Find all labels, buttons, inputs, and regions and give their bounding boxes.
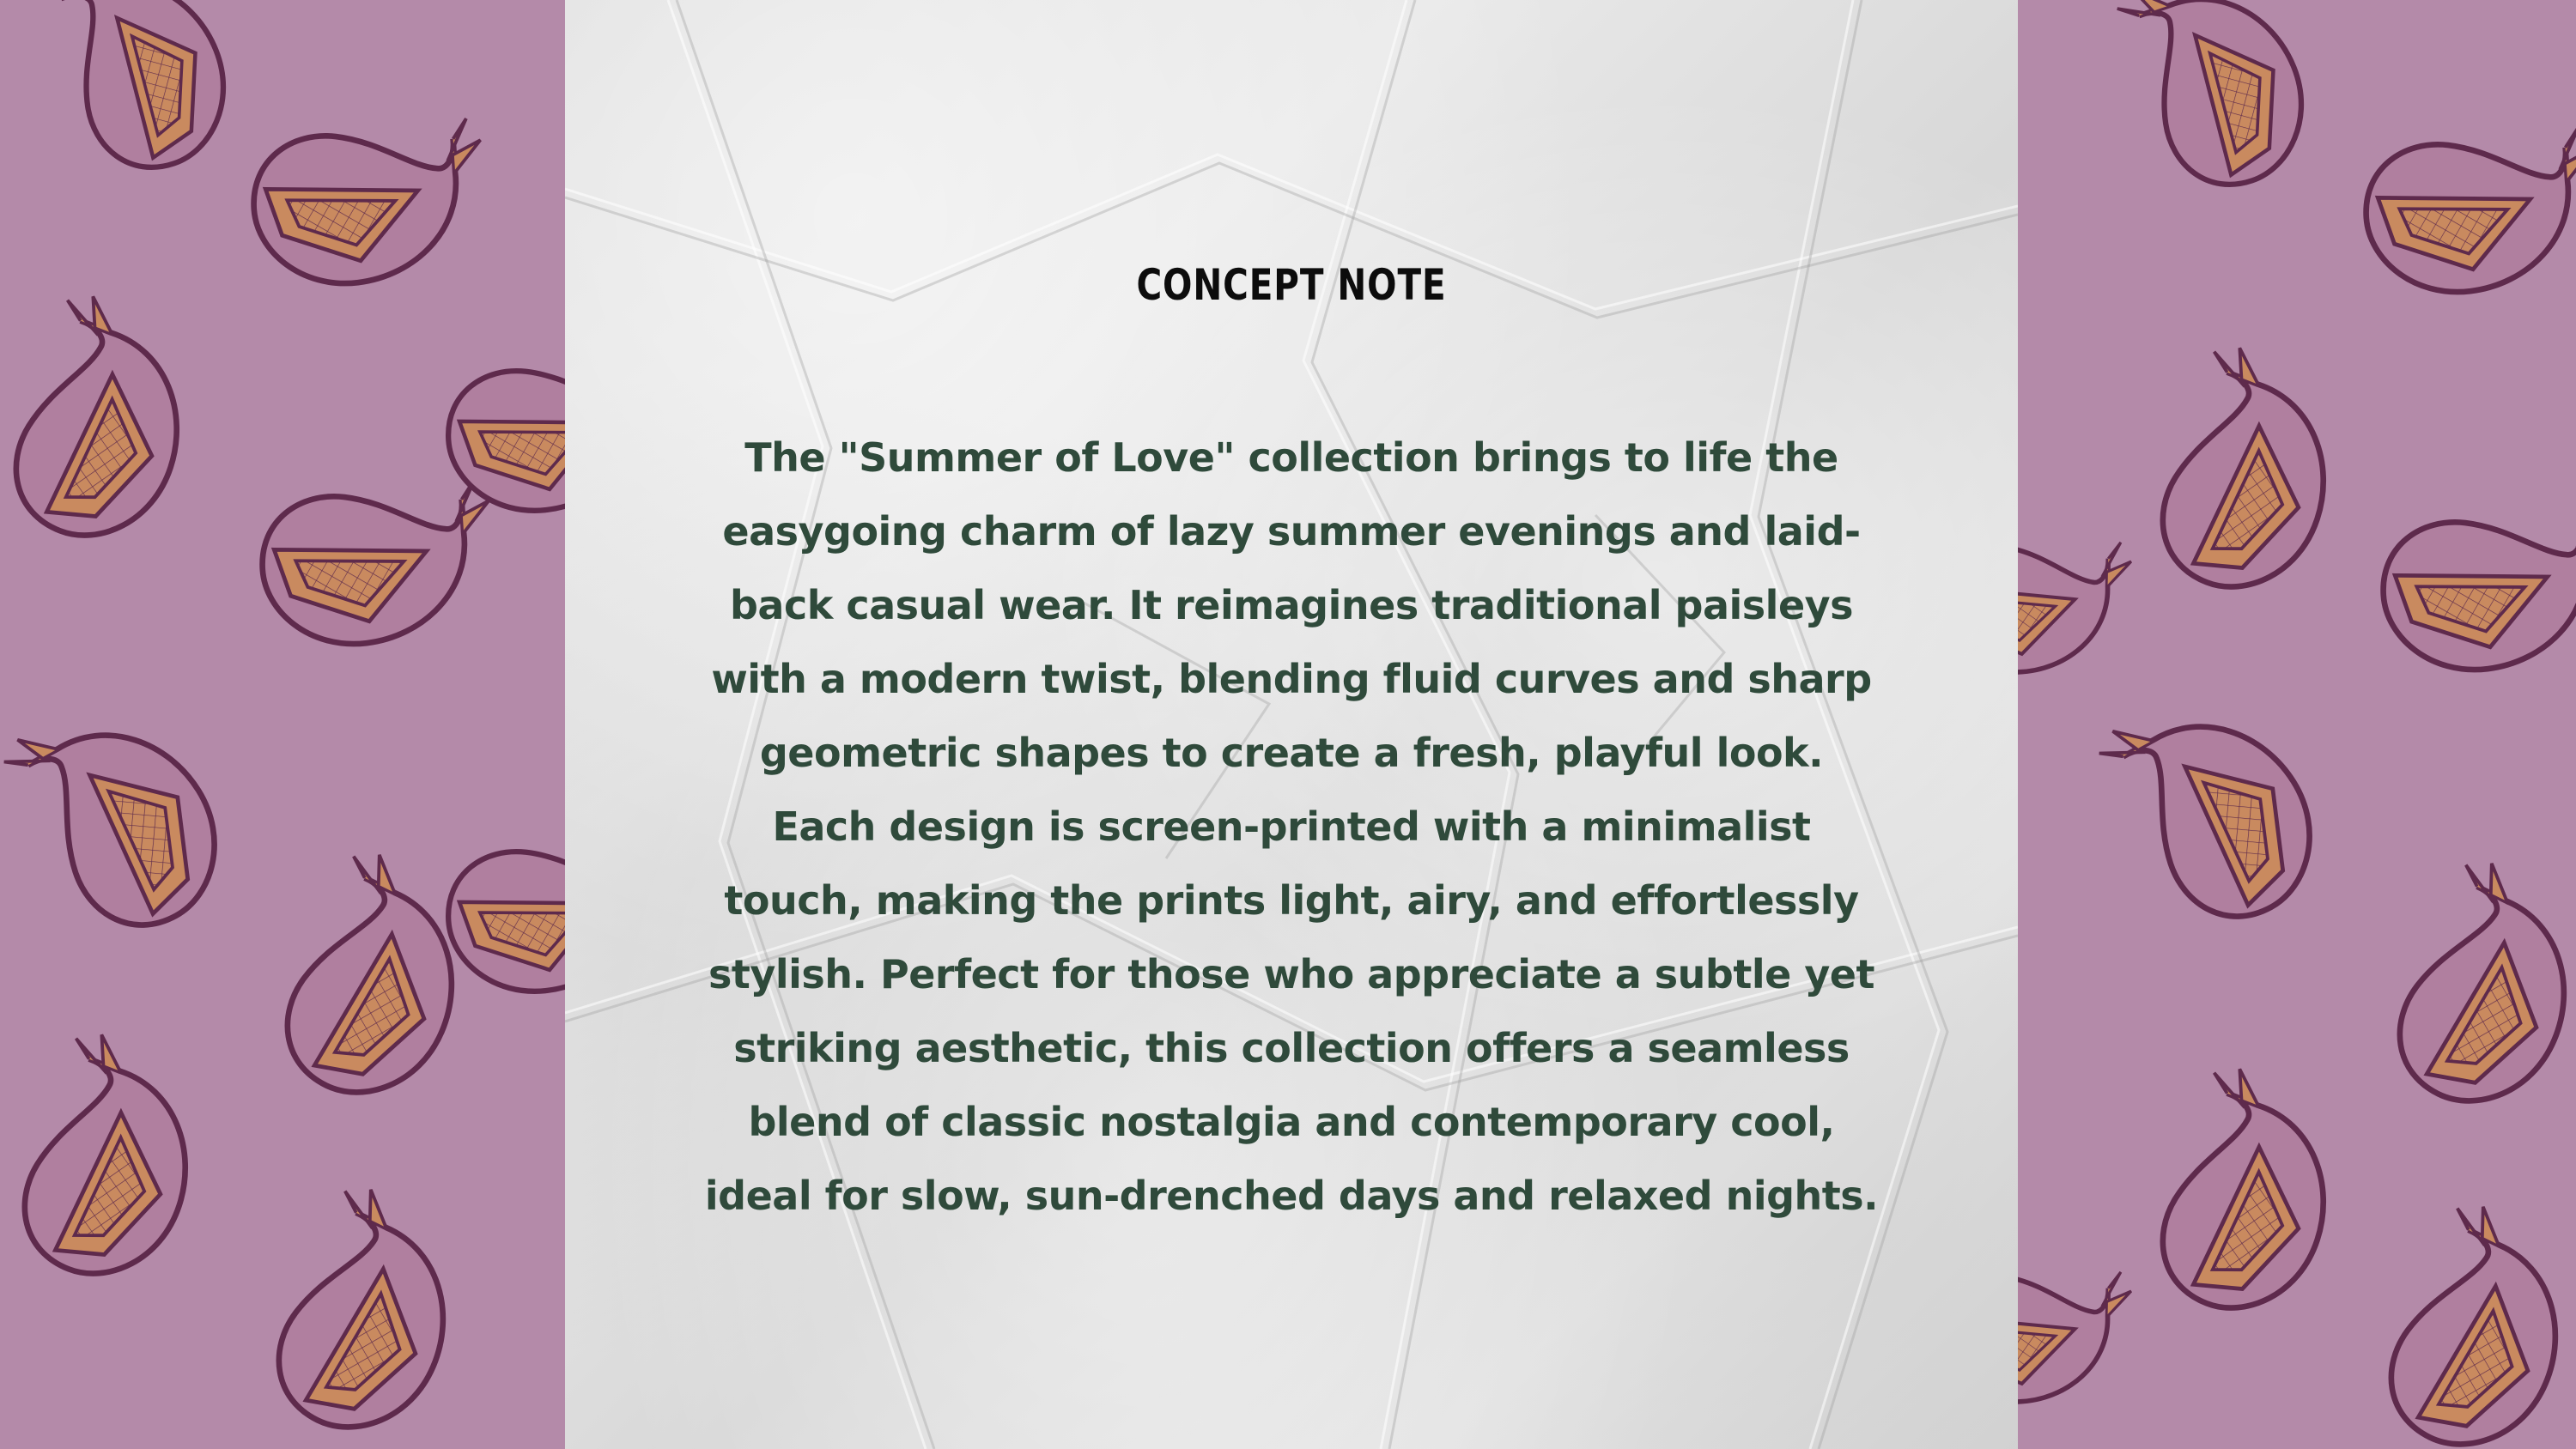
paisley-pattern-left: [0, 0, 565, 1449]
paisley-pattern-icon: [0, 0, 565, 1449]
concept-note-body: The "Summer of Love" collection brings to life the easygoing charm of lazy summer evenings and laid-back casual wear. It reimagines traditional paisleys with a modern twist, blending fluid curves and sharp geometric shapes to create a fresh, playful look. Each design is screen-printed with a minimalist touch, making the prints light, airy, and effortlessly stylish. Perfect for those who appreciate a subtle yet striking aesthetic, this collection offers a seamless blend of classic nostalgia and contemporary cool, ideal for slow, sun-drenched days and relaxed nights.: [704, 434, 1879, 1219]
paisley-pattern-icon: [2018, 0, 2576, 1449]
page-title: CONCEPT NOTE: [1136, 260, 1447, 310]
paper-panel: [565, 0, 2018, 1449]
paisley-pattern-right: [2018, 0, 2576, 1449]
